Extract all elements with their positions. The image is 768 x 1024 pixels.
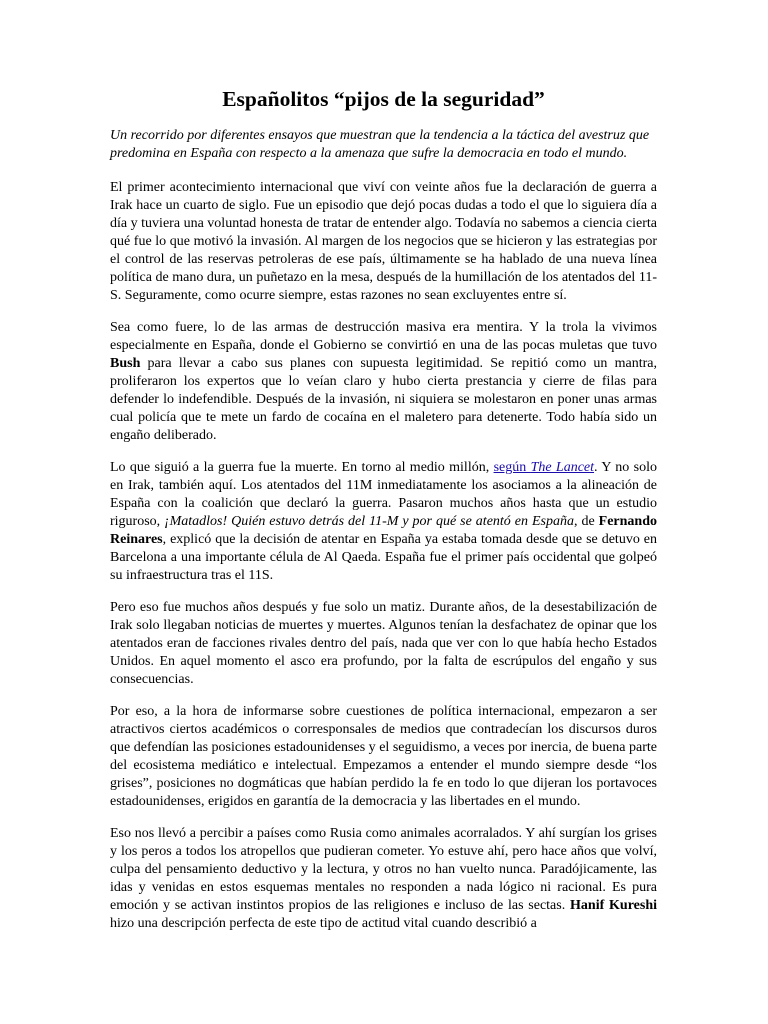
- document-page: [110, 84, 657, 933]
- article-title: Españolitos “pijos de la seguridad”: [222, 87, 545, 111]
- paragraph-4: Pero eso fue muchos años después y fue solo un matiz. Durante años, de la desestabilización de Irak solo llegaban noticias de muertes y muertes. Algunos tenían la desfachatez de opinar que los atentados eran de facciones rivales dentro del país, nada que ver con lo que había hecho Estados Unidos. En aquel momento el asco era profundo, por la falta de escrúpulos del engaño y sus consecuencias.: [110, 600, 657, 687]
- paragraph-2: [110, 319, 657, 445]
- author-name: Fernando Reinares: [110, 514, 657, 547]
- paragraph-3-text-b: . Y no solo en Irak, también aquí. Los atentados del 11M inmediatamente los asociamos a la alineación de España con la coalición que declaró la guerra. Pasaron muchos años hasta que un estudio riguroso,: [110, 460, 657, 529]
- book-title: ¡Matadlos! Quién estuvo detrás del 11-M y por qué se atentó en España: [164, 514, 574, 529]
- kureshi-name: Hanif Kureshi: [570, 898, 657, 913]
- paragraph-3-text-d: , explicó que la decisión de atentar en España ya estaba tomada desde que se detuvo en Barcelona a una importante célula de Al Qaeda. España fue el primer país occidental que golpeó su infraestructura tras el 11S.: [110, 532, 657, 583]
- paragraph-6: [110, 825, 657, 933]
- paragraph-2-text-b: para llevar a cabo sus planes con supuesta legitimidad. Se repitió como un mantra, proliferaron los expertos que lo veían claro y hubo cierta prestancia y cierre de filas para defender lo indefendible. Después de la invasión, ni siquiera se molestaron en poner unas armas cual policía que te mete un fardo de cocaína en el maletero para detenerte. Todo había sido un engaño deliberado.: [110, 356, 657, 443]
- paragraph-6-text-a: Eso nos llevó a percibir a países como Rusia como animales acorralados. Y ahí surgían los grises y los peros a todos los atropellos que pudieran cometer. Yo estuve ahí, pero hace años que volví, culpa del pensamiento deductivo y la lectura, y otros no han vuelto nunca. Paradójicamente, las idas y venidas en estos esquemas mentales no responden a nada lógico ni racional. Es pura emoción y se activan instintos propios de las religiones e incluso de las sectas.: [110, 826, 657, 913]
- paragraph-1: El primer acontecimiento internacional que viví con veinte años fue la declaración de guerra a Irak hace un cuarto de siglo. Fue un episodio que dejó pocas dudas a todo el que lo siguiera día a día y tuviera una voluntad honesta de tratar de entender algo. Todavía no sabemos a ciencia cierta qué fue lo que motivó la invasión. Al margen de los negocios que se hicieron y las estrategias por el control de las reservas petroleras de ese país, últimamente se ha hablado de una nueva línea política de mano dura, un puñetazo en la mesa, después de la humillación de los atentados del 11-S. Seguramente, como ocurre siempre, estas razones no sean excluyentes entre sí.: [110, 180, 657, 303]
- paragraph-2-text-a: Sea como fuere, lo de las armas de destrucción masiva era mentira. Y la trola la vivimos especialmente en España, donde el Gobierno se convirtió en una de las pocas muletas que tuvo: [110, 320, 657, 353]
- bush-name: Bush: [110, 356, 141, 371]
- paragraph-3-text-a: Lo que siguió a la guerra fue la muerte. En torno al medio millón,: [110, 460, 494, 475]
- paragraph-5: Por eso, a la hora de informarse sobre cuestiones de política internacional, empezaron a ser atractivos ciertos académicos o corresponsales de medios que contradecían los discursos duros que defendían las posiciones estadounidenses y el seguidismo, a veces por inercia, de buena parte del ecosistema mediático e intelectual. Empezamos a entender el mundo siempre desde “los grises”, posiciones no dogmáticas que habían perdido la fe en todo lo que dijeran los portavoces estadounidenses, erigidos en garantía de la democracia y las libertades en el mundo.: [110, 704, 657, 809]
- lancet-link-text: según: [493, 460, 531, 475]
- lancet-link[interactable]: [494, 460, 594, 475]
- article-lead: Un recorrido por diferentes ensayos que muestran que la tendencia a la táctica del avestruz que predomina en España con respecto a la amenaza que sufre la democracia en todo el mundo.: [110, 128, 650, 161]
- paragraph-6-text-b: hizo una descripción perfecta de este tipo de actitud vital cuando describió a: [110, 916, 537, 931]
- paragraph-3-text-c: , de: [573, 514, 599, 529]
- paragraph-3: [110, 459, 657, 585]
- lancet-link-italic: The Lancet: [530, 460, 595, 475]
